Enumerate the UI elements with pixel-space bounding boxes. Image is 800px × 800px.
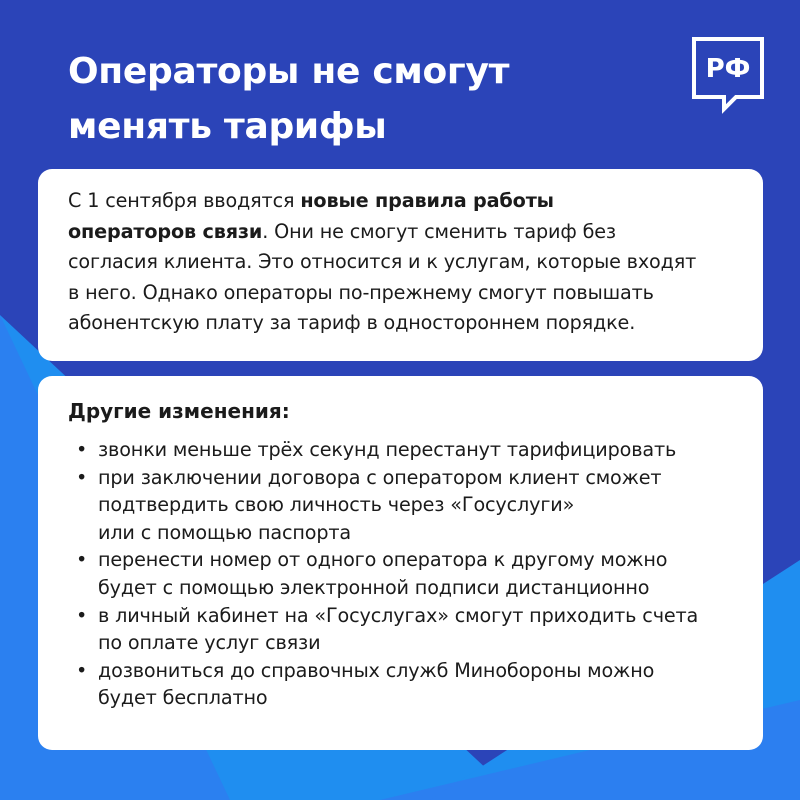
list-item-line: будет бесплатно	[98, 686, 268, 710]
logo-text: РФ	[705, 54, 751, 84]
list-item-line: или с помощью паспорта	[98, 520, 352, 544]
title-line-1: Операторы не смогут	[68, 51, 510, 92]
list-item	[68, 657, 743, 712]
intro-card	[38, 169, 763, 361]
changes-list	[68, 436, 743, 712]
intro-bold-line-1: новые правила работы	[300, 189, 554, 212]
list-item	[68, 546, 743, 601]
intro-line-4: в него. Однако операторы по-прежнему смогут повышать	[68, 280, 654, 304]
list-item-line: будет с помощью электронной подписи дистанционно	[98, 575, 650, 599]
title-line-2: менять тарифы	[68, 106, 387, 147]
intro-line-3: согласия клиента. Это относится и к услугам, которые входят	[68, 250, 697, 273]
changes-heading: Другие изменения:	[68, 399, 290, 423]
list-item	[68, 436, 743, 464]
intro-bold-line-2: операторов связи	[68, 219, 263, 243]
list-item-line: • дозвониться до справочных служб Минобороны можно	[98, 658, 655, 682]
page-title	[68, 44, 628, 154]
list-item-line: • звонки меньше трёх секунд перестанут тарифицировать	[98, 438, 677, 461]
rf-logo	[690, 35, 766, 115]
changes-card	[38, 376, 763, 750]
intro-text	[68, 186, 743, 339]
list-item-line: • в личный кабинет на «Госуслугах» смогут приходить счета	[98, 603, 699, 627]
intro-text-before: С 1 сентября вводятся	[68, 189, 301, 212]
intro-text-after: . Они не смогут сменить тариф без	[262, 219, 616, 243]
list-item-line: подтвердить свою личность через «Госуслуги»	[98, 493, 575, 517]
list-item-line: по оплате услуг связи	[98, 631, 321, 655]
list-item	[68, 602, 743, 657]
list-item	[68, 464, 743, 547]
intro-line-5: абонентскую плату за тариф в одностороннем порядке.	[68, 311, 636, 334]
list-item-line: • при заключении договора с оператором клиент сможет	[98, 465, 662, 489]
list-item-line: • перенести номер от одного оператора к другому можно	[98, 548, 668, 572]
